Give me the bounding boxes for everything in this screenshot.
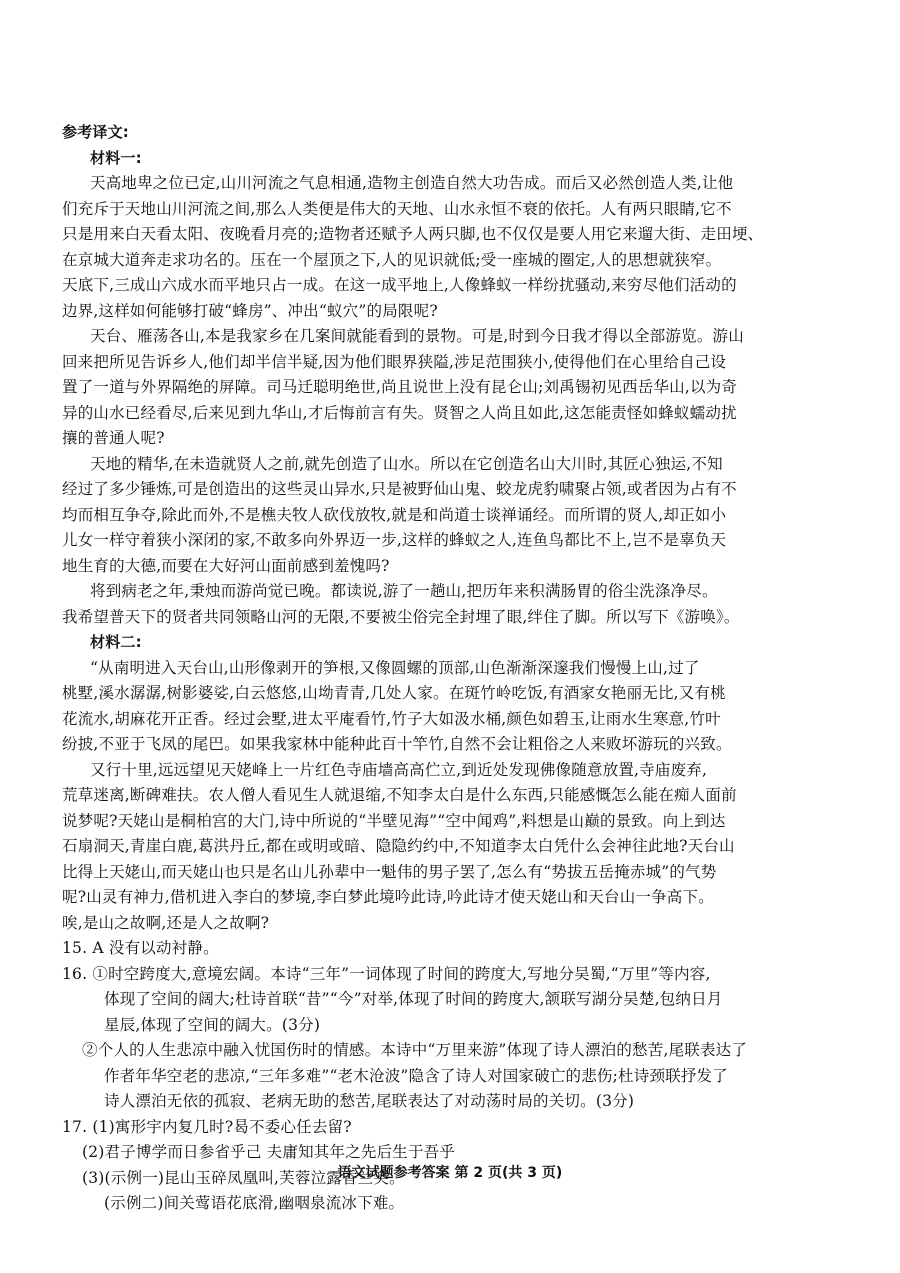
material1-line: 地生育的大德,而要在大好河山面前感到羞愧吗? <box>62 556 390 575</box>
material1-line: 边界,这样如何能够打破“蜂房”、冲出“蚁穴”的局限呢? <box>62 301 438 320</box>
answer-16-part1: 16. ①时空跨度大,意境宏阔。本诗“三年”一词体现了时间的跨度大,写地分吴蜀,“万里”等内容, <box>62 964 711 983</box>
answer-16-part1: 体现了空间的阔大;杜诗首联“昔”“今”对举,体现了时间的跨度大,颔联写湖分吴楚,包纳日月 <box>104 990 723 1008</box>
answer-17: (示例二)间关莺语花底滑,幽咽泉流冰下难。 <box>104 1194 405 1212</box>
page-footer: 语文试题参考答案 第 2 页(共 3 页) <box>337 1165 563 1181</box>
material1-line: 攘的普通人呢? <box>62 429 165 447</box>
material2-line: 荒草迷离,断碑难扶。农人僧人看见生人就退缩,不知李太白是什么东西,只能感慨怎么能在痴人面前 <box>62 786 737 804</box>
answer-16-part1: 星辰,体现了空间的阔大。(3分) <box>104 1015 321 1034</box>
material1-line: 异的山水已经看尽,后来见到九华山,才后悔前言有失。贤智之人尚且如此,这怎能责怪如蜂蚁蠕动扰 <box>62 403 737 422</box>
answer-16-part2: ②个人的人生悲凉中融入忧国伤时的情感。本诗中“万里来游”体现了诗人漂泊的愁苦,尾联表达了 <box>82 1041 748 1059</box>
material2-line: 纷披,不亚于飞凤的尾巴。如果我家林中能种此百十竿竹,自然不会让粗俗之人来败坏游玩的兴致。 <box>62 735 732 753</box>
answer-page <box>62 120 842 1217</box>
answer-16-part2: 作者年华空老的悲凉,“三年多难”“老木沧波”隐含了诗人对国家破亡的悲伤;杜诗颈联抒发了 <box>104 1066 728 1085</box>
material2-line: 说梦呢?天姥山是桐柏宫的大门,诗中所说的“半壁见海”“空中闻鸡”,料想是山巅的景致。向上到达 <box>62 811 726 830</box>
material2-line: 比得上天姥山,而天姥山也只是名山儿孙辈中一魁伟的男子罢了,怎么有“势拔五岳掩赤城”的气势 <box>62 862 717 881</box>
material1-line: 回来把所见告诉乡人,他们却半信半疑,因为他们眼界狭隘,涉足范围狭小,使得他们在心里给自己设 <box>62 352 727 371</box>
material1-line: 我希望普天下的贤者共同领略山河的无限,不要被尘俗完全封埋了眼,绊住了脚。所以写下《游唤》。 <box>62 607 740 626</box>
heading: 参考译文: <box>62 123 129 141</box>
answer-15: 15. A 没有以动衬静。 <box>62 939 219 957</box>
material2-line: 桃墅,溪水潺潺,树影婆娑,白云悠悠,山坳青青,几处人家。在斑竹岭吃饭,有酒家女艳丽无比,又有桃 <box>62 684 726 702</box>
material1-line: 均而相互争夺,除此而外,不是樵夫牧人砍伐放牧,就是和尚道士谈禅诵经。而所谓的贤人,却正如小 <box>62 505 727 524</box>
material1-line: 经过了多少锤炼,可是创造出的这些灵山异水,只是被野仙山鬼、蛟龙虎豹啸聚占领,或者因为占有不 <box>62 480 737 498</box>
material1-line: 只是用来白天看太阳、夜晚看月亮的;造物者还赋予人两只脚,也不仅仅是要人用它来遛大街、走田埂、 <box>62 225 764 243</box>
answer-17: (2)君子博学而日参省乎己 夫庸知其年之先后生于吾乎 <box>82 1143 456 1161</box>
answer-16-part2: 诗人漂泊无依的孤寂、老病无助的愁苦,尾联表达了对动荡时局的关切。(3分) <box>104 1092 635 1110</box>
material1-line: 们充斥于天地山川河流之间,那么人类便是伟大的天地、山水永恒不衰的依托。人有两只眼睛,它不 <box>62 199 732 218</box>
material2-line: 石扇洞天,青崖白鹿,葛洪丹丘,都在或明或暗、隐隐约约中,不知道李太白凭什么会神往此地?天台山 <box>62 837 735 855</box>
material1-line: 置了一道与外界隔绝的屏障。司马迁聪明绝世,尚且说世上没有昆仑山;刘禹锡初见西岳华山,以为奇 <box>62 378 738 396</box>
material1-line: 儿女一样守着狭小深闭的家,不敢多向外界迈一步,这样的蜂蚁之人,连鱼鸟都比不上,岂不是辜负天 <box>62 531 727 549</box>
material2-title: 材料二: <box>90 633 142 651</box>
material2-line: 呢?山灵有神力,借机进入李白的梦境,李白梦此境吟此诗,吟此诗才使天姥山和天台山一争高下。 <box>62 888 714 906</box>
material1-line: 在京城大道奔走求功名的。压在一个屋顶之下,人的见识就低;受一座城的圈定,人的思想就狭窄。 <box>62 250 722 269</box>
material1-line: 天地的精华,在未造就贤人之前,就先创造了山水。所以在它创造名山大川时,其匠心独运,不知 <box>90 454 723 473</box>
material1-title: 材料一: <box>90 148 142 167</box>
material2-line: 又行十里,远远望见天姥峰上一片红色寺庙墙高高伫立,到近处发现佛像随意放置,寺庙废弃, <box>90 760 708 779</box>
material1-line: 天台、雁荡各山,本是我家乡在几案间就能看到的景物。可是,时到今日我才得以全部游览。游山 <box>90 327 744 345</box>
answer-17: 17. (1)寓形宇内复几时?曷不委心任去留? <box>62 1117 352 1136</box>
material2-line: 唉,是山之故啊,还是人之故啊? <box>62 913 270 932</box>
answer-17: (3)(示例一)昆山玉碎凤凰叫,芙蓉泣露香兰笑。 <box>82 1168 405 1187</box>
material1-line: 天高地卑之位已定,山川河流之气息相通,造物主创造自然大功告成。而后又必然创造人类,让他 <box>90 174 734 192</box>
material2-line: “从南明进入天台山,山形像剥开的笋根,又像圆螺的顶部,山色渐渐深邃我们慢慢上山,过了 <box>90 658 700 677</box>
material1-line: 天底下,三成山六成水而平地只占一成。在这一成平地上,人像蜂蚁一样纷扰骚动,来穷尽他们活动的 <box>62 276 737 294</box>
material1-line: 将到病老之年,秉烛而游尚觉已晚。都读说,游了一趟山,把历年来积满肠胃的俗尘洗涤净尽。 <box>90 582 718 600</box>
material2-line: 花流水,胡麻花开正香。经过会墅,进太平庵看竹,竹子大如汲水桶,颜色如碧玉,让雨水生寒意,竹叶 <box>62 709 721 728</box>
